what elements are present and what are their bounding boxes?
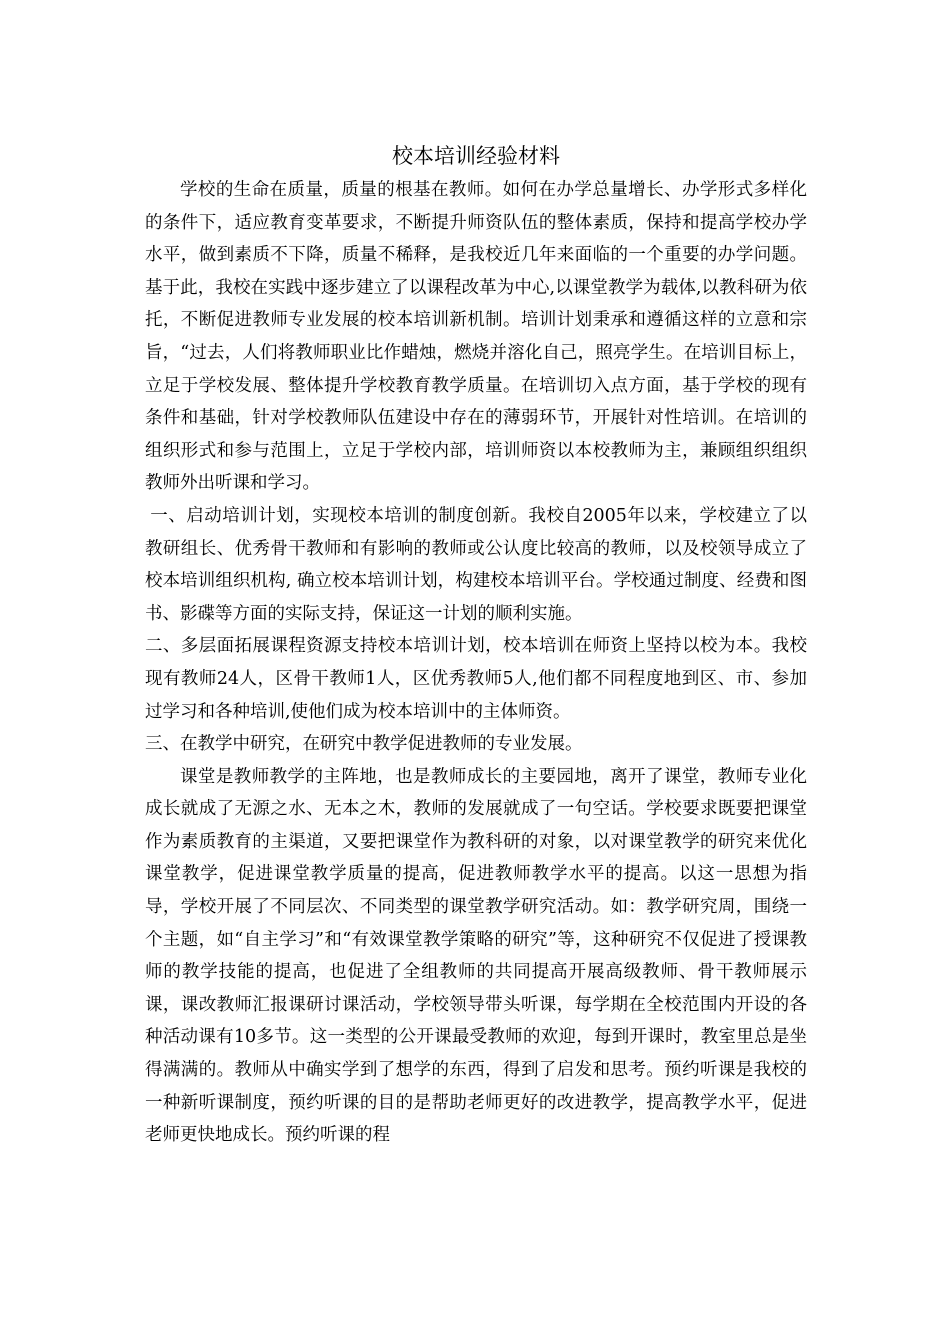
paragraph-section-3-body: 课堂是教师教学的主阵地，也是教师成长的主要园地，离开了课堂，教师专业化成长就成了无源之水、无本之木，教师的发展就成了一句空话。学校要求既要把课堂作为素质教育的主渠道，又要把课堂作为教科研的对象，以对课堂教学的研究来优化课堂教学，促进课堂教学质量的提高，促进教师教学水平的提高。以这一思想为指导，学校开展了不同层次、不同类型的课堂教学研究活动。如：教学研究周，围绕一个主题，如“自主学习”和“有效课堂教学策略的研究”等，这种研究不仅促进了授课教师的教学技能的提高，也促进了全组教师的共同提高开展高级教师、骨干教师展示课，课改教师汇报课研讨课活动，学校领导带头听课，每学期在全校范围内开设的各种活动课有10多节。这一类型的公开课最受教师的欢迎，每到开课时，教室里总是坐得满满的。教师从中确实学到了想学的东西，得到了启发和思考。预约听课是我校的一种新听课制度，预约听课的目的是帮助老师更好的改进教学，提高教学水平，促进老师更快地成长。预约听课的程 bbox=[145, 766, 807, 1146]
paragraph-section-1: 一、启动培训计划，实现校本培训的制度创新。我校自2005年以来，学校建立了以教研组长、优秀骨干教师和有影响的教师或公认度比较高的教师，以及校领导成立了校本培训组织机构, 确立校本培训计划，构建校本培训平台。学校通过制度、经费和图书、影碟等方面的实际支持，保证这一计划的顺利实施。 bbox=[145, 505, 807, 624]
paragraph-section-2: 二、多层面拓展课程资源支持校本培训计划，校本培训在师资上坚持以校为本。我校现有教师24人，区骨干教师1人，区优秀教师5人,他们都不同程度地到区、市、参加过学习和各种培训,使他们成为校本培训中的主体师资。 bbox=[145, 636, 807, 722]
paragraph-section-3-heading: 三、在教学中研究，在研究中教学促进教师的专业发展。 bbox=[145, 734, 583, 755]
document-page bbox=[145, 140, 807, 1152]
document-title: 校本培训经验材料 bbox=[392, 144, 560, 168]
paragraph-intro: 学校的生命在质量，质量的根基在教师。如何在办学总量增长、办学形式多样化的条件下，适应教育变革要求，不断提升师资队伍的整体素质，保持和提高学校办学水平，做到素质不下降，质量不稀释，是我校近几年来面临的一个重要的办学问题。基于此，我校在实践中逐步建立了以课程改革为中心,以课堂教学为载体,以教科研为依托，不断促进教师专业发展的校本培训新机制。培训计划秉承和遵循这样的立意和宗旨，“过去，人们将教师职业比作蜡烛，燃烧并溶化自己，照亮学生。在培训目标上，立足于学校发展、整体提升学校教育教学质量。在培训切入点方面，基于学校的现有条件和基础，针对学校教师队伍建设中存在的薄弱环节，开展针对性培训。在培训的组织形式和参与范围上，立足于学校内部，培训师资以本校教师为主，兼顾组织组织教师外出听课和学习。 bbox=[145, 180, 807, 494]
